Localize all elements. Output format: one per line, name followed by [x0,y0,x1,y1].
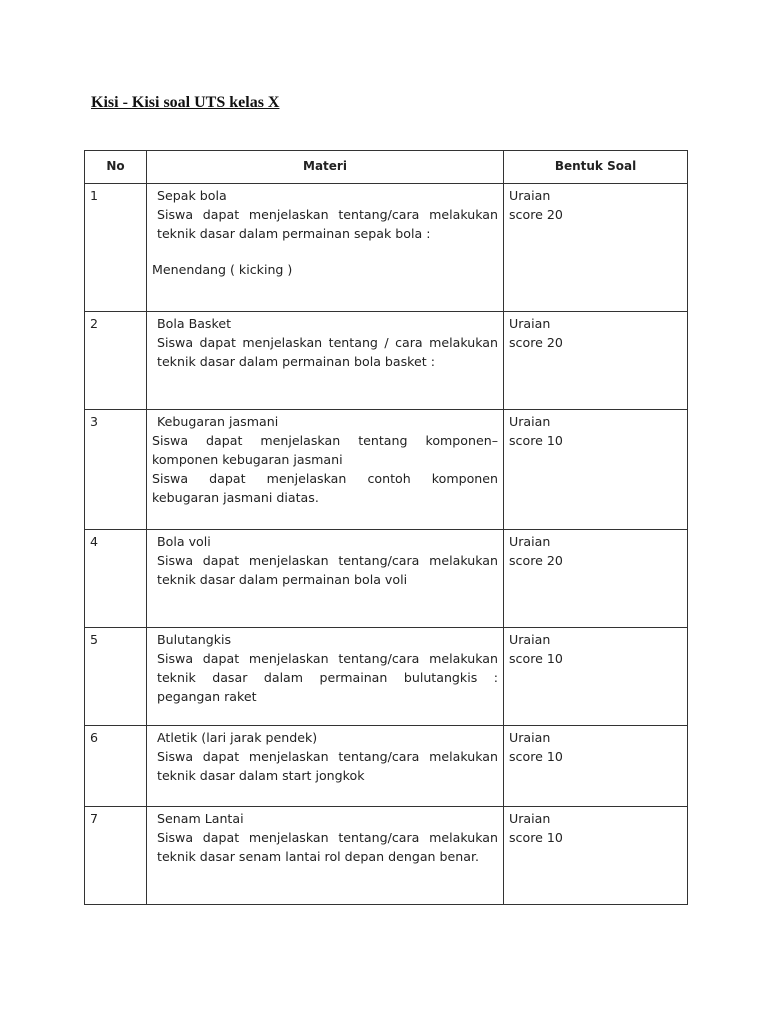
header-materi: Materi [147,151,504,183]
header-no: No [85,151,147,183]
materi-cell [147,807,504,904]
question-type: Uraian [509,414,551,429]
materi-line: kebugaran jasmani diatas. [152,490,319,505]
row-number: 4 [85,530,147,627]
row-number: 2 [85,312,147,409]
materi-line: Siswa dapat menjelaskan tentang/cara melakukan [157,553,498,568]
materi-cell [147,312,504,409]
materi-line: Siswa dapat menjelaskan tentang/cara melakukan [157,651,498,666]
question-type: Uraian [509,534,551,549]
kisi-table [84,150,688,905]
question-type: Uraian [509,632,551,647]
materi-line: teknik dasar dalam permainan bola voli [157,572,408,587]
materi-line: Siswa dapat menjelaskan tentang/cara melakukan [157,207,498,222]
question-type: Uraian [509,811,551,826]
materi-line: Menendang ( kicking ) [152,262,293,277]
header-bentuk-soal: Bentuk Soal [554,159,637,173]
bentuk-soal-cell [504,410,687,529]
bentuk-soal-cell [504,530,687,627]
materi-topic: Bulutangkis [157,632,232,647]
materi-topic: Kebugaran jasmani [157,414,279,429]
question-score: score 10 [509,830,563,845]
bentuk-soal-cell [504,184,687,311]
materi-line: teknik dasar senam lantai rol depan dengan benar. [157,849,479,864]
question-type: Uraian [509,730,551,745]
bentuk-soal-cell [504,726,687,806]
row-number: 3 [85,410,147,529]
table-row [85,529,687,627]
materi-line: Siswa dapat menjelaskan tentang / cara melakukan [157,335,498,350]
blank-line [152,243,498,260]
bentuk-soal-cell [504,807,687,904]
materi-topic: Sepak bola [157,188,227,203]
question-score: score 10 [509,749,563,764]
row-number: 6 [85,726,147,806]
materi-line: Siswa dapat menjelaskan tentang komponen– [152,433,498,448]
table-row [85,409,687,529]
materi-line: pegangan raket [157,689,257,704]
table-row [85,725,687,806]
materi-cell [147,184,504,311]
bentuk-soal-cell [504,312,687,409]
question-score: score 10 [509,433,563,448]
table-row [85,183,687,311]
materi-cell [147,628,504,725]
row-number: 5 [85,628,147,725]
question-score: score 20 [509,335,563,350]
materi-line: komponen kebugaran jasmani [152,452,343,467]
materi-line: teknik dasar dalam permainan bola basket : [157,354,435,369]
table-row [85,627,687,725]
materi-line: Siswa dapat menjelaskan tentang/cara melakukan [157,830,498,845]
materi-line: teknik dasar dalam permainan bulutangkis : [157,670,498,685]
row-number: 1 [85,184,147,311]
question-score: score 10 [509,651,563,666]
materi-cell [147,530,504,627]
table-row [85,311,687,409]
materi-topic: Atletik (lari jarak pendek) [157,730,318,745]
materi-cell [147,410,504,529]
table-header-row [85,151,687,183]
materi-line: teknik dasar dalam permainan sepak bola : [157,226,431,241]
row-number: 7 [85,807,147,904]
materi-topic: Senam Lantai [157,811,244,826]
materi-line: Siswa dapat menjelaskan contoh komponen [152,471,498,486]
document-title: Kisi - Kisi soal UTS kelas X [91,94,280,111]
question-type: Uraian [509,316,551,331]
materi-topic: Bola voli [157,534,211,549]
materi-line: Siswa dapat menjelaskan tentang/cara melakukan [157,749,498,764]
question-score: score 20 [509,553,563,568]
table-row [85,806,687,904]
question-type: Uraian [509,188,551,203]
materi-topic: Bola Basket [157,316,232,331]
bentuk-soal-cell [504,628,687,725]
question-score: score 20 [509,207,563,222]
materi-cell [147,726,504,806]
materi-line: teknik dasar dalam start jongkok [157,768,365,783]
